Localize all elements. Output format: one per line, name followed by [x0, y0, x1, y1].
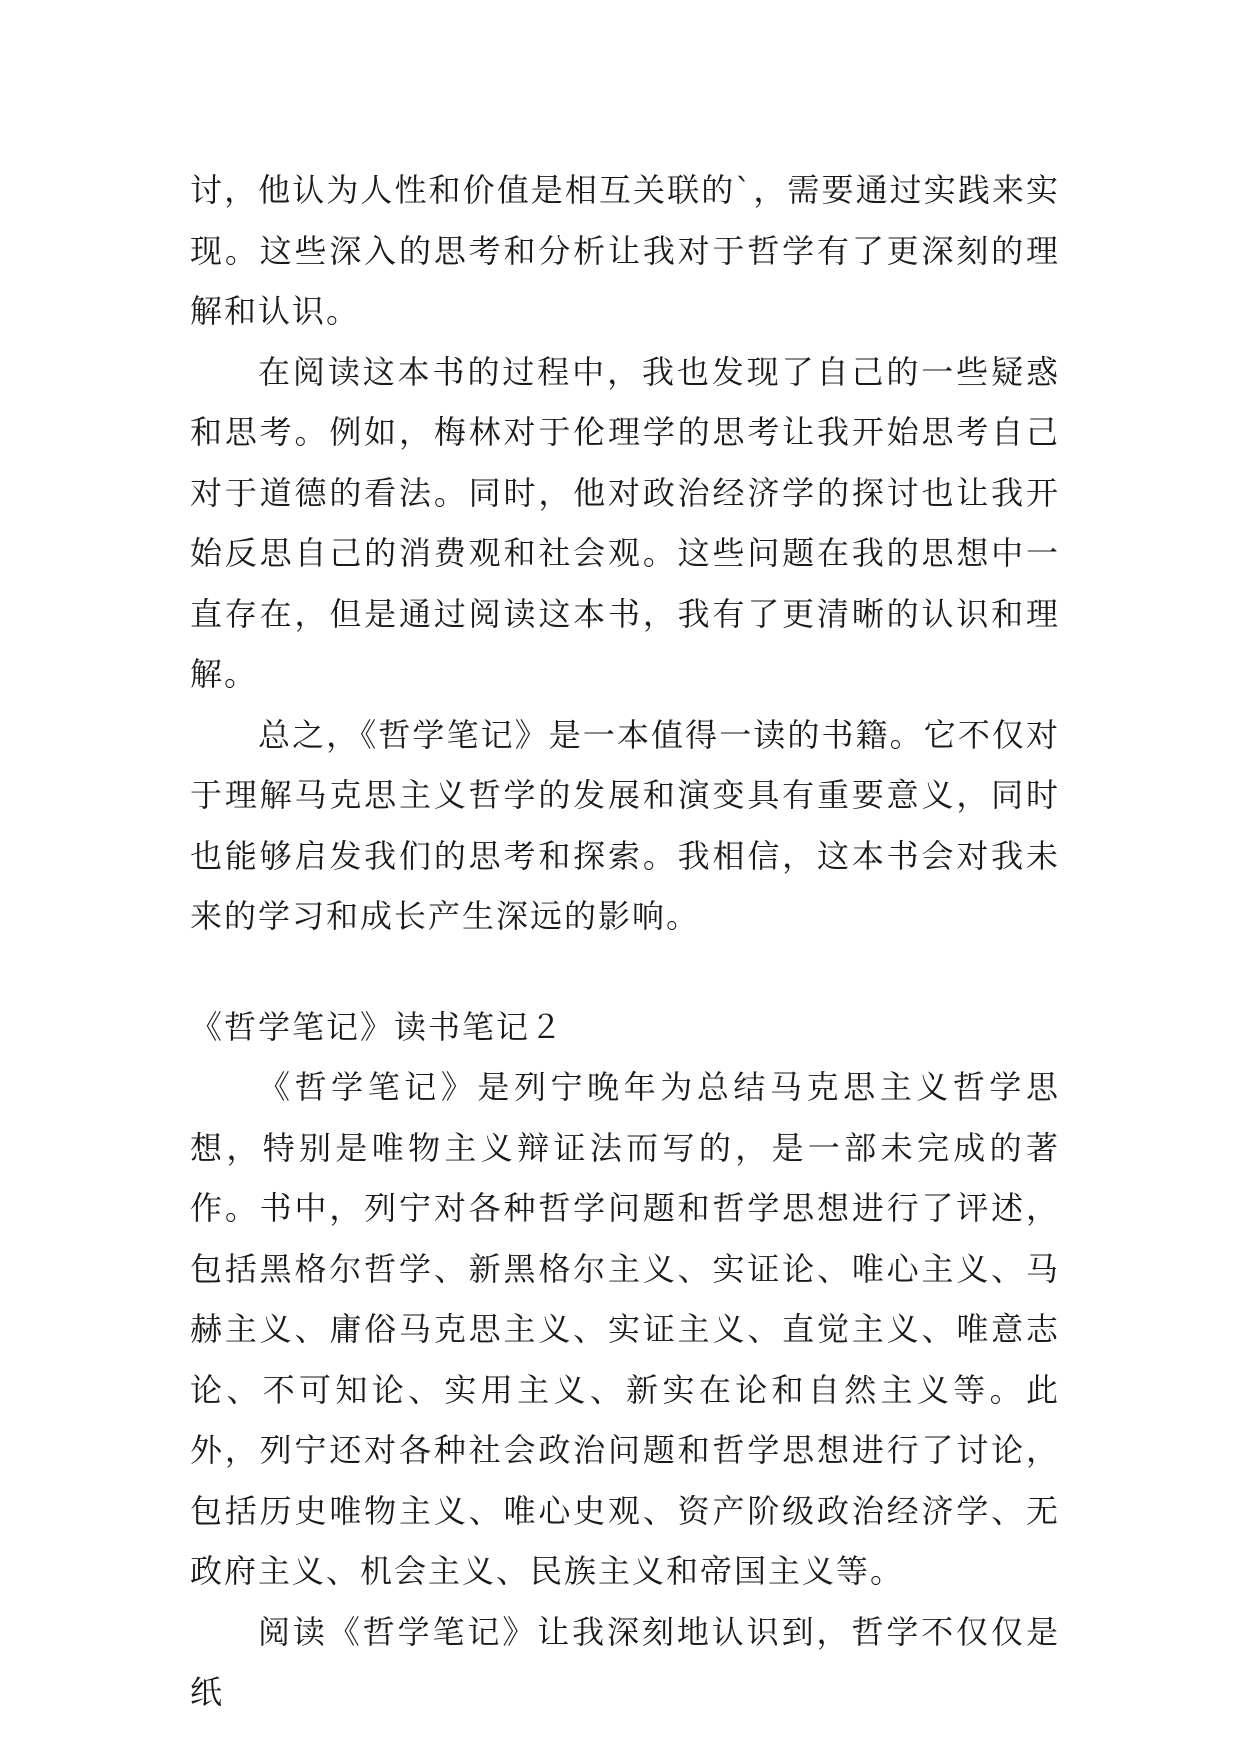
paragraph-conclusion: 总之，《哲学笔记》是一本值得一读的书籍。它不仅对于理解马克思主义哲学的发展和演变具有重要意义，同时也能够启发我们的思考和探索。我相信，这本书会对我未来的学习和成长产生深远的影响。 — [190, 715, 1060, 935]
section-spacer — [190, 947, 1060, 997]
document-page — [190, 160, 1060, 1723]
paragraph-continuation: 讨，他认为人性和价值是相互关联的`，需要通过实践来实现。这些深入的思考和分析让我对于哲学有了更深刻的理解和认识。 — [190, 171, 1060, 330]
paragraph-reading-doubts: 在阅读这本书的过程中，我也发现了自己的一些疑惑和思考。例如，梅林对于伦理学的思考让我开始思考自己对于道德的看法。同时，他对政治经济学的探讨也让我开始反思自己的消费观和社会观。这些问题在我的思想中一直存在，但是通过阅读这本书，我有了更清晰的认识和理解。 — [190, 352, 1060, 693]
paragraph-reflection-start: 阅读《哲学笔记》让我深刻地认识到，哲学不仅仅是纸 — [190, 1612, 1060, 1711]
paragraph-book-overview: 《哲学笔记》是列宁晚年为总结马克思主义哲学思想，特别是唯物主义辩证法而写的，是一部未完成的著作。书中，列宁对各种哲学问题和哲学思想进行了评述，包括黑格尔哲学、新黑格尔主义、实证论、唯心主义、马赫主义、庸俗马克思主义、实证主义、直觉主义、唯意志论、不可知论、实用主义、新实在论和自然主义等。此外，列宁还对各种社会政治问题和哲学思想进行了讨论，包括历史唯物主义、唯心史观、资产阶级政治经济学、无政府主义、机会主义、民族主义和帝国主义等。 — [190, 1068, 1060, 1590]
section-title: 《哲学笔记》读书笔记２ — [190, 1007, 565, 1046]
